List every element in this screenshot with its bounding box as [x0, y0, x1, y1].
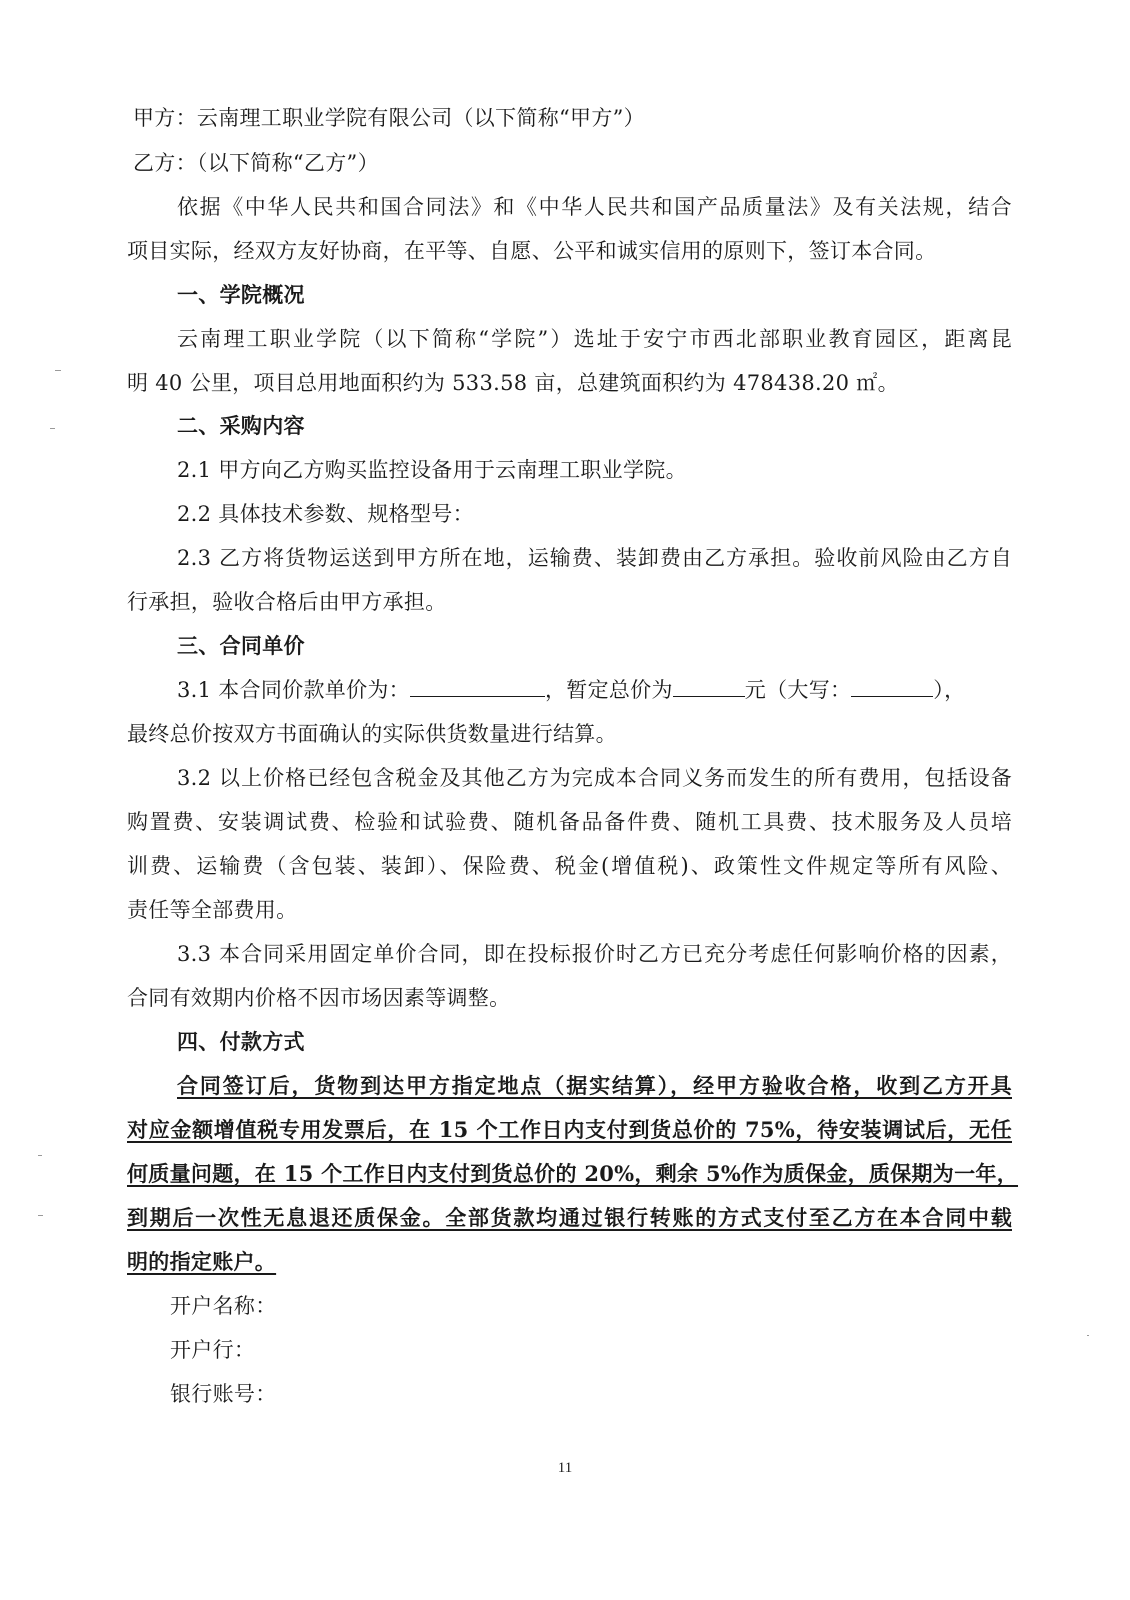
- scan-speck: [50, 428, 55, 429]
- section-2-title: 二、采购内容: [177, 414, 305, 438]
- section-3-item-2-line-3: 训费、运输费（含包装、装卸）、保险费、税金(增值税)、政策性文件规定等所有风险、: [127, 854, 1012, 878]
- section-2-item-3-line-2: 行承担，验收合格后由甲方承担。: [127, 590, 447, 614]
- page-number: 11: [557, 1460, 573, 1476]
- amount-in-words-label: 元（大写：: [744, 678, 852, 702]
- section-1-title: 一、学院概况: [177, 283, 305, 307]
- section-3-item-3-line-1: 3.3 本合同采用固定单价合同，即在投标报价时乙方已充分考虑任何影响价格的因素，: [177, 942, 1012, 966]
- amount-in-words-blank: [851, 676, 933, 697]
- section-3-item-2-line-1: 3.2 以上价格已经包含税金及其他乙方为完成本合同义务而发生的所有费用，包括设备: [177, 766, 1012, 790]
- amount-closing: ），: [933, 678, 966, 702]
- payment-terms-line-5: 明的指定账户。: [127, 1249, 277, 1274]
- unit-price-blank: [410, 676, 545, 697]
- total-price-blank: [673, 676, 745, 697]
- section-2-item-3-line-1: 2.3 乙方将货物运送到甲方所在地，运输费、装卸费由乙方承担。验收前风险由乙方自: [177, 546, 1012, 570]
- section-3-item-2-line-4: 责任等全部费用。: [127, 898, 298, 922]
- payment-terms-line-3: 何质量问题，在 15 个工作日内支付到货总价的 20%，剩余 5%作为质保金，质保期为一年，: [127, 1161, 1019, 1186]
- section-3-item-1-line-1: [177, 675, 965, 705]
- bank-label: 开户行：: [170, 1338, 256, 1362]
- payment-terms-line-4: 到期后一次性无息退还质保金。全部货款均通过银行转账的方式支付至乙方在本合同中载: [127, 1205, 1012, 1230]
- section-3-title: 三、合同单价: [177, 634, 305, 658]
- section-2-item-2: 2.2 具体技术参数、规格型号：: [177, 502, 474, 526]
- party-a-line: 甲方：云南理工职业学院有限公司（以下简称“甲方”）: [133, 106, 645, 130]
- party-b-line: 乙方：（以下简称“乙方”）: [133, 151, 379, 175]
- total-price-label: ，暂定总价为: [544, 678, 673, 702]
- payment-terms-line-2: 对应金额增值税专用发票后，在 15 个工作日内支付到货总价的 75%，待安装调试后，无任: [127, 1117, 1012, 1142]
- scan-speck: [38, 1215, 43, 1216]
- section-1-line-2: 明 40 公里，项目总用地面积约为 533.58 亩，总建筑面积约为 478438.20 ㎡。: [127, 371, 899, 395]
- payment-terms-line-1: 合同签订后，货物到达甲方指定地点（据实结算），经甲方验收合格，收到乙方开具: [177, 1073, 1012, 1098]
- unit-price-label: 3.1 本合同价款单价为：: [177, 678, 410, 702]
- account-number-label: 银行账号：: [170, 1382, 277, 1406]
- scan-speck: [38, 1155, 42, 1156]
- intro-line-2: 项目实际，经双方友好协商，在平等、自愿、公平和诚实信用的原则下，签订本合同。: [127, 239, 937, 263]
- scan-speck: [55, 370, 61, 371]
- section-2-item-1: 2.1 甲方向乙方购买监控设备用于云南理工职业学院。: [177, 458, 687, 482]
- scan-speck: [1087, 1335, 1089, 1336]
- account-name-label: 开户名称：: [170, 1294, 277, 1318]
- section-3-item-3-line-2: 合同有效期内价格不因市场因素等调整。: [127, 986, 511, 1010]
- section-3-item-2-line-2: 购置费、安装调试费、检验和试验费、随机备品备件费、随机工具费、技术服务及人员培: [127, 810, 1012, 834]
- section-3-item-1-line-2: 最终总价按双方书面确认的实际供货数量进行结算。: [127, 722, 617, 746]
- section-4-title: 四、付款方式: [177, 1030, 305, 1054]
- intro-line-1: 依据《中华人民共和国合同法》和《中华人民共和国产品质量法》及有关法规，结合: [177, 195, 1012, 219]
- section-1-line-1: 云南理工职业学院（以下简称“学院”）选址于安宁市西北部职业教育园区，距离昆: [177, 327, 1012, 351]
